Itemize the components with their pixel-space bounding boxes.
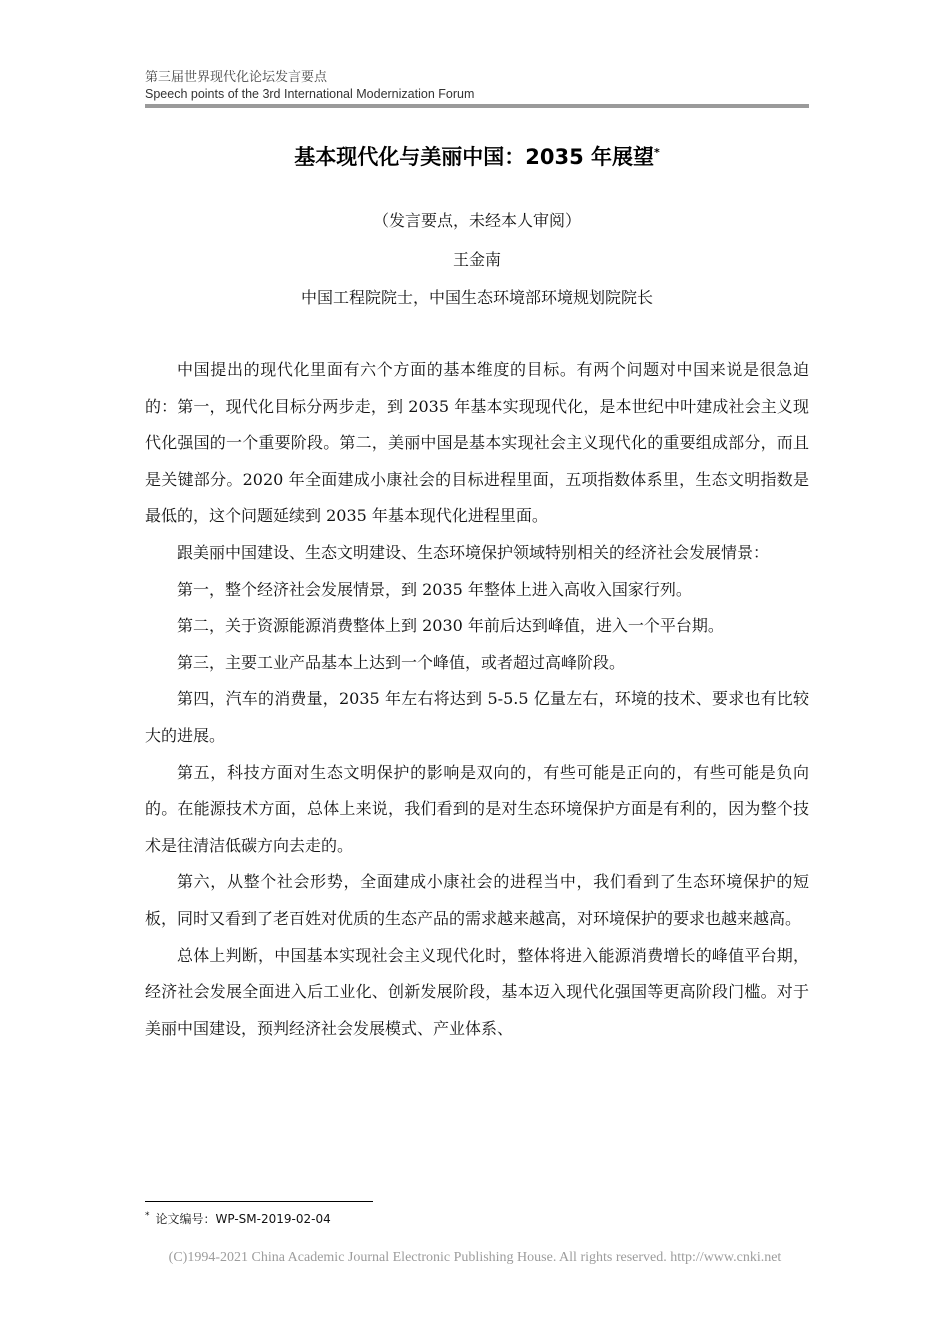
footnote — [145, 1210, 331, 1227]
footnote-text: 论文编号：WP-SM-2019-02-04 — [155, 1212, 331, 1226]
article-body — [145, 352, 809, 1047]
author-affiliation: 中国工程院院士，中国生态环境部环境规划院院长 — [300, 288, 653, 307]
running-header-chinese: 第三届世界现代化论坛发言要点 — [145, 70, 328, 85]
running-header-english: Speech points of the 3rd International Modernization Forum — [145, 87, 475, 101]
body-paragraph: 中国提出的现代化里面有六个方面的基本维度的目标。有两个问题对中国来说是很急迫的：第一，现代化目标分两步走，到 2035 年基本实现现代化，是本世纪中叶建成社会主义现代化强国的一个重要阶段。第二，美丽中国是基本实现社会主义现代化的重要组成部分，而且是关键部分。2020 年全面建成小康社会的目标进程里面，五项指数体系里，生态文明指数是最低的，这个问题延续到 2035 年基本现代化进程里面。 — [145, 360, 809, 526]
header-divider — [145, 104, 809, 108]
body-paragraph: 第一，整个经济社会发展情景，到 2035 年整体上进入高收入国家行列。 — [177, 579, 692, 599]
copyright-notice: (C)1994-2021 China Academic Journal Electronic Publishing House. All rights reserved. http://www.cnki.net — [168, 1250, 782, 1265]
footnote-mark: * — [145, 1211, 150, 1221]
article-title — [145, 141, 809, 171]
title-footnote-mark: * — [654, 146, 660, 159]
author-name: 王金南 — [452, 250, 501, 269]
body-paragraph: 总体上判断，中国基本实现社会主义现代化时，整体将进入能源消费增长的峰值平台期，经济社会发展全面进入后工业化、创新发展阶段，基本迈入现代化强国等更高阶段门槛。对于美丽中国建设，预判经济社会发展模式、产业体系、 — [145, 945, 809, 1038]
body-paragraph: 第二，关于资源能源消费整体上到 2030 年前后达到峰值，进入一个平台期。 — [177, 616, 724, 636]
body-paragraph: 跟美丽中国建设、生态文明建设、生态环境保护领域特别相关的经济社会发展情景： — [177, 542, 770, 562]
body-paragraph: 第三，主要工业产品基本上达到一个峰值，或者超过高峰阶段。 — [177, 652, 626, 672]
body-paragraph: 第六，从整个社会形势，全面建成小康社会的进程当中，我们看到了生态环境保护的短板，同时又看到了老百姓对优质的生态产品的需求越来越高，对环境保护的要求也越来越高。 — [145, 872, 809, 928]
footnote-divider — [145, 1201, 373, 1202]
review-note: （发言要点，未经本人审阅） — [372, 211, 581, 230]
article-title-text: 基本现代化与美丽中国：2035 年展望 — [294, 145, 654, 169]
body-paragraph: 第五，科技方面对生态文明保护的影响是双向的，有些可能是正向的，有些可能是负向的。在能源技术方面，总体上来说，我们看到的是对生态环境保护方面是有利的，因为整个技术是往清洁低碳方向去走的。 — [145, 762, 809, 855]
body-paragraph: 第四，汽车的消费量，2035 年左右将达到 5-5.5 亿量左右，环境的技术、要求也有比较大的进展。 — [145, 689, 809, 745]
